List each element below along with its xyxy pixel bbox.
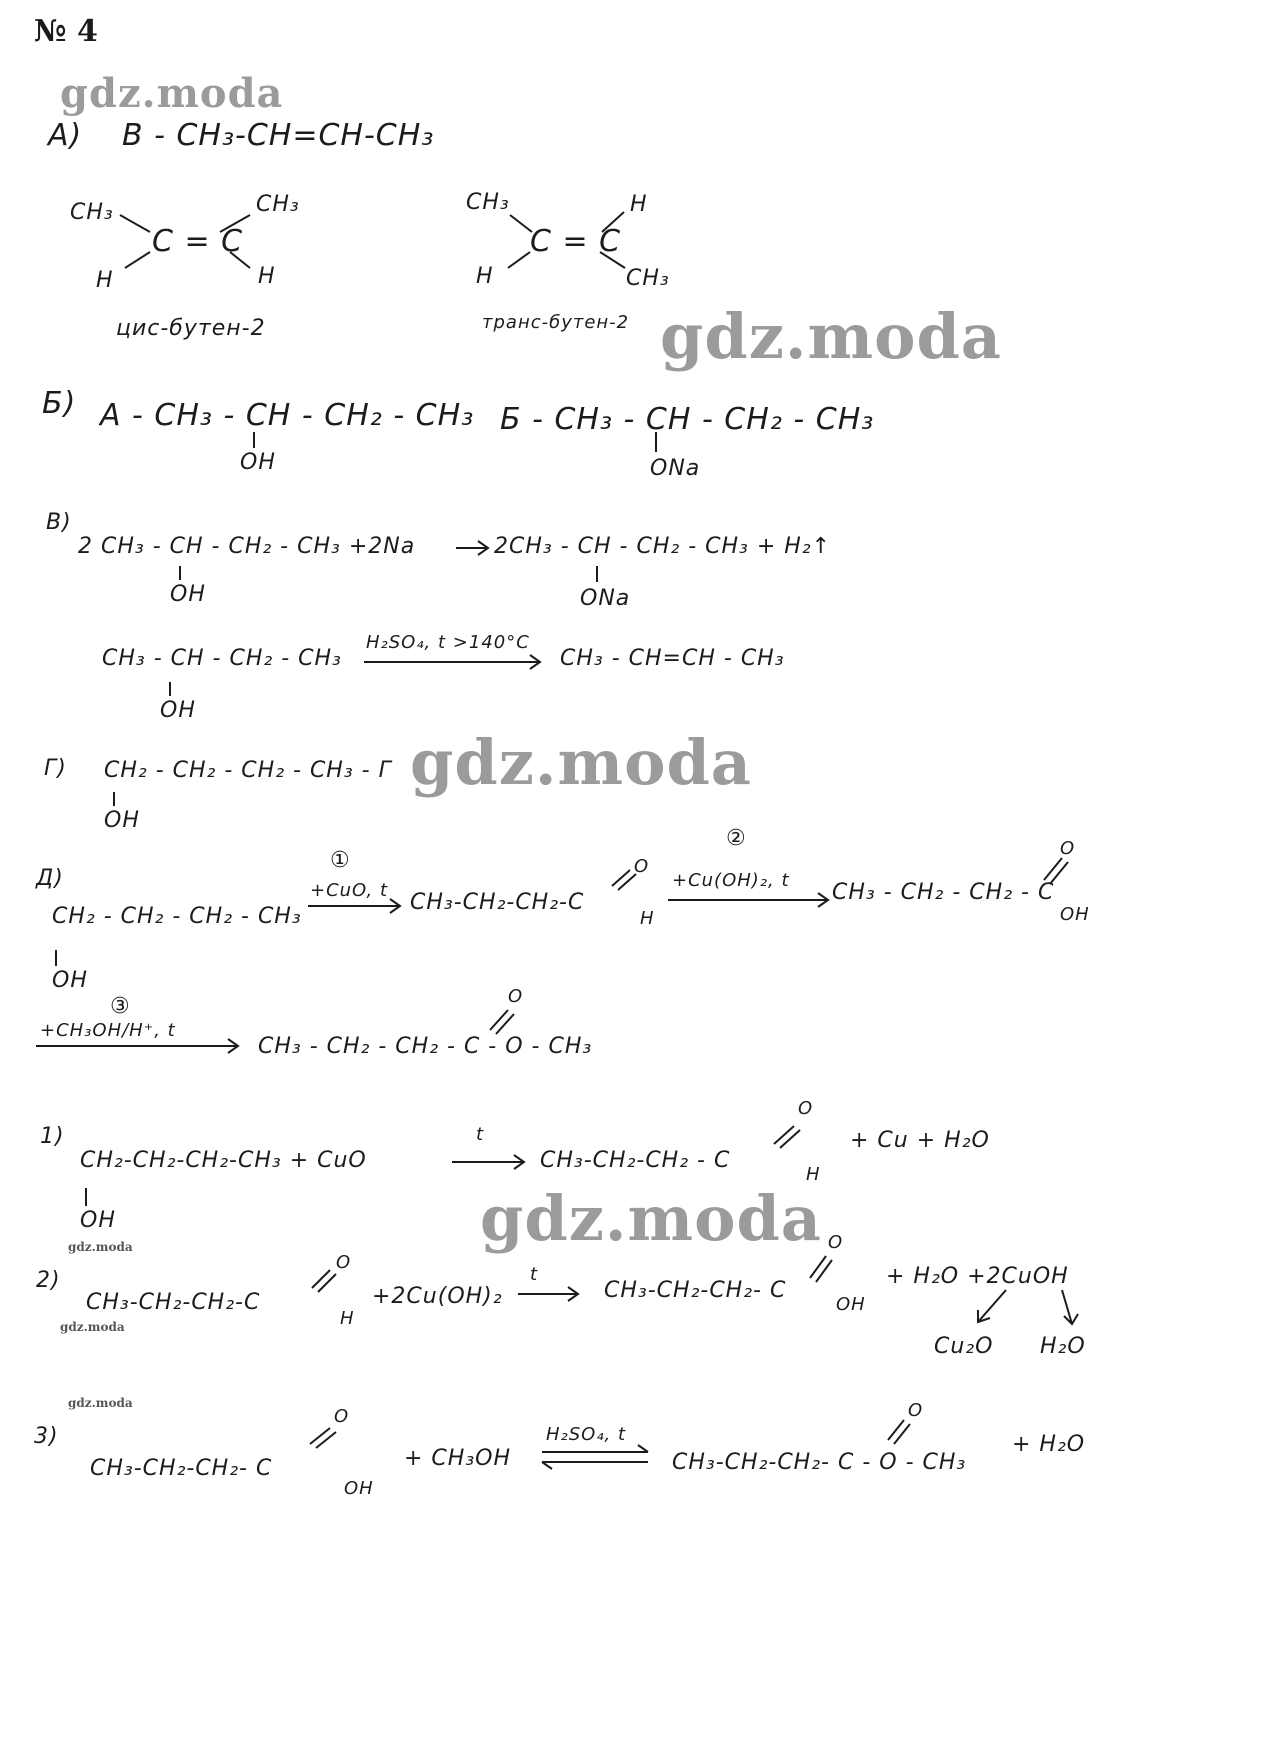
- section-label-a: А): [48, 118, 83, 153]
- r3-condition: H₂SO₄, t: [546, 1424, 627, 1445]
- cis-name: цис-бутен-2: [116, 316, 266, 341]
- compound-b2-formula: Б - CH₃ - CH - CH₂ - CH₃: [500, 402, 875, 437]
- r3-right: CH₃-CH₂-CH₂- C - O - CH₃: [672, 1450, 967, 1475]
- r1-label: 1): [40, 1124, 65, 1149]
- compound-b-formula: B - CH₃-CH=CH-CH₃: [122, 118, 435, 153]
- r1-o: O: [798, 1098, 814, 1119]
- d-acid: CH₃ - CH₂ - CH₂ - C: [832, 880, 1055, 905]
- compound-g-formula: CH₂ - CH₂ - CH₂ - CH₃ - Г: [104, 758, 392, 783]
- r1-right: CH₃-CH₂-CH₂ - C: [540, 1148, 731, 1173]
- section-label-v: В): [46, 510, 72, 535]
- d-aldehyde: CH₃-CH₂-CH₂-C: [410, 890, 585, 915]
- d-aldehyde-h: H: [640, 908, 655, 929]
- r3-label: 3): [34, 1424, 59, 1449]
- r3-o: O: [334, 1406, 350, 1427]
- watermark: gdz.moda: [60, 70, 284, 117]
- r1-left: CH₂-CH₂-CH₂-CH₃ + CuO: [80, 1148, 367, 1173]
- trans-name: транс-бутен-2: [482, 312, 630, 333]
- watermark-small: gdz.moda: [68, 1396, 133, 1410]
- cis-ch3-right: CH₃: [256, 192, 300, 217]
- r2-label: 2): [36, 1268, 61, 1293]
- d-step3-number: ③: [110, 994, 131, 1019]
- eq2-left-oh: OH: [160, 698, 196, 723]
- trans-ch3-left: CH₃: [466, 190, 510, 215]
- r3-left: CH₃-CH₂-CH₂- C: [90, 1456, 273, 1481]
- d-ester: CH₃ - CH₂ - CH₂ - C - O - CH₃: [258, 1034, 593, 1059]
- d-step3-condition: +CH₃OH/H⁺, t: [40, 1020, 176, 1041]
- r1-tail: + Cu + H₂O: [850, 1128, 990, 1153]
- r2-o2: O: [828, 1232, 844, 1253]
- r2-left: CH₃-CH₂-CH₂-C: [86, 1290, 261, 1315]
- eq2-condition: H₂SO₄, t >140°C: [366, 632, 530, 653]
- eq2-right: CH₃ - CH=CH - CH₃: [560, 646, 785, 671]
- watermark: gdz.moda: [660, 300, 1002, 373]
- d-aldehyde-o: O: [634, 856, 650, 877]
- eq2-left: CH₃ - CH - CH₂ - CH₃: [102, 646, 342, 671]
- eq1-right: 2CH₃ - CH - CH₂ - CH₃ + H₂↑: [494, 534, 832, 559]
- r2-condition: t: [530, 1264, 539, 1285]
- d-step1-number: ①: [330, 848, 351, 873]
- compound-g-oh: OH: [104, 808, 140, 833]
- watermark-small: gdz.moda: [68, 1240, 133, 1254]
- cis-h-left: H: [96, 268, 114, 293]
- watermark-small: gdz.moda: [60, 1320, 125, 1334]
- r1-oh: OH: [80, 1208, 116, 1233]
- d-ester-o: O: [508, 986, 524, 1007]
- r2-tail: + H₂O +2CuOH: [886, 1264, 1069, 1289]
- r2-oh: OH: [836, 1294, 866, 1315]
- cis-h-right: H: [258, 264, 276, 289]
- eq1-left: 2 CH₃ - CH - CH₂ - CH₃ +2Na: [78, 534, 416, 559]
- d-step2-condition: +Cu(OH)₂, t: [672, 870, 790, 891]
- compound-a-oh: OH: [240, 450, 276, 475]
- d-step1-condition: +CuO, t: [310, 880, 388, 901]
- section-label-g: Г): [44, 756, 67, 781]
- r3-tail: + H₂O: [1012, 1432, 1086, 1457]
- r2-h: H: [340, 1308, 355, 1329]
- eq1-right-ona: ONa: [580, 586, 631, 611]
- r2-right: CH₃-CH₂-CH₂- C: [604, 1278, 787, 1303]
- trans-double-bond: C = C: [530, 224, 622, 259]
- r2-product-2: H₂O: [1040, 1334, 1086, 1359]
- trans-h-right: H: [630, 192, 648, 217]
- r2-reagent: +2Cu(OH)₂: [372, 1284, 503, 1309]
- d-step2-number: ②: [726, 826, 747, 851]
- compound-a-formula: A - CH₃ - CH - CH₂ - CH₃: [100, 398, 475, 433]
- cis-ch3-left: CH₃: [70, 200, 114, 225]
- trans-h-left: H: [476, 264, 494, 289]
- d-start: CH₂ - CH₂ - CH₂ - CH₃: [52, 904, 302, 929]
- eq1-left-oh: OH: [170, 582, 206, 607]
- d-start-oh: OH: [52, 968, 88, 993]
- d-acid-o: O: [1060, 838, 1076, 859]
- section-label-d: Д): [36, 866, 64, 891]
- r1-h: H: [806, 1164, 821, 1185]
- section-label-b: Б): [42, 386, 77, 421]
- trans-ch3-right: CH₃: [626, 266, 670, 291]
- compound-b2-ona: ONa: [650, 456, 701, 481]
- r2-o: O: [336, 1252, 352, 1273]
- d-acid-oh: OH: [1060, 904, 1090, 925]
- r3-oh: OH: [344, 1478, 374, 1499]
- r2-product-1: Cu₂O: [934, 1334, 994, 1359]
- cis-double-bond: C = C: [152, 224, 244, 259]
- watermark: gdz.moda: [480, 1182, 822, 1255]
- page-title: № 4: [34, 14, 98, 49]
- r3-reagent: + CH₃OH: [404, 1446, 512, 1471]
- r1-condition: t: [476, 1124, 485, 1145]
- r3-o2: O: [908, 1400, 924, 1421]
- watermark: gdz.moda: [410, 726, 752, 799]
